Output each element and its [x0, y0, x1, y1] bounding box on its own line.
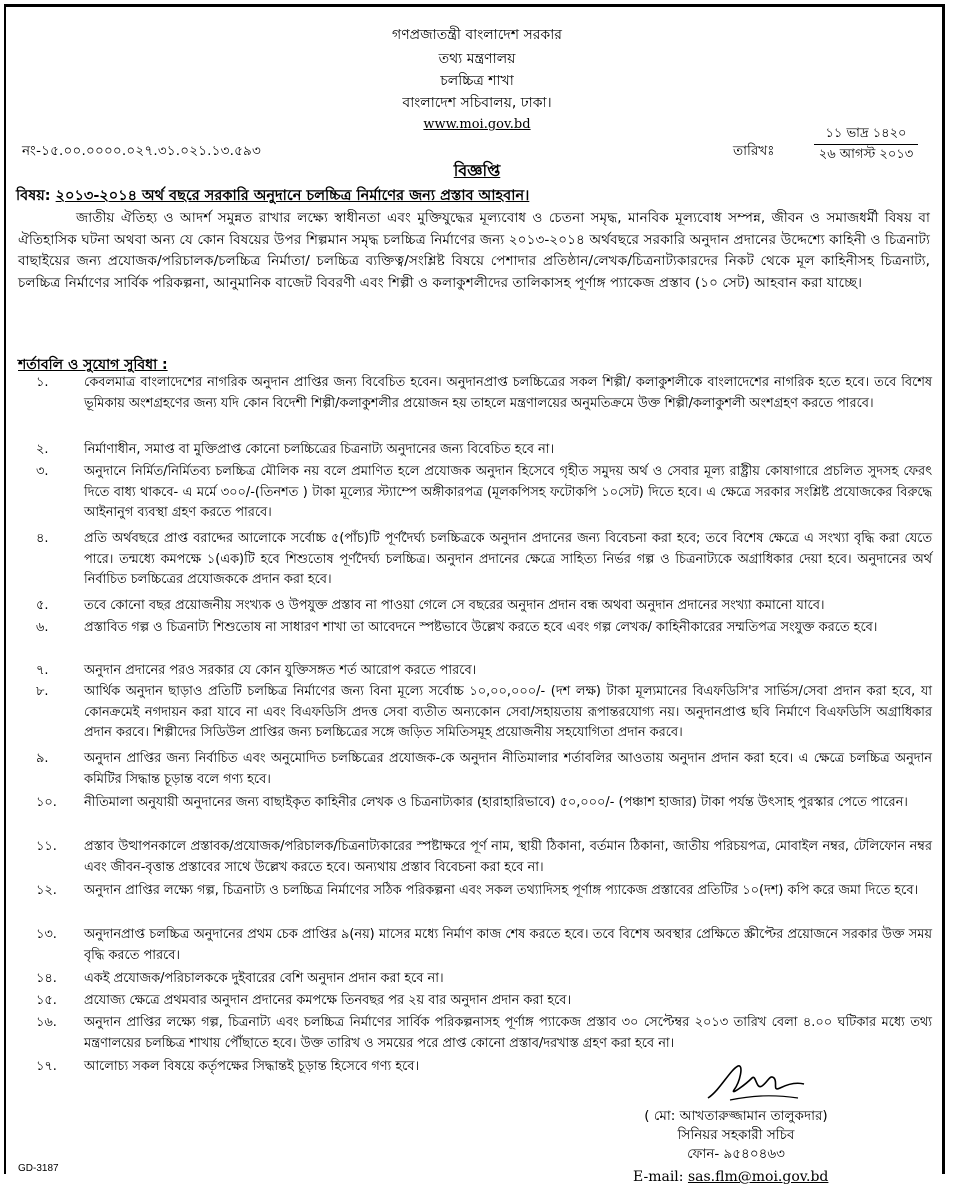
term-number: ১২. [36, 883, 57, 898]
term-text: প্রতি অর্থবছরে প্রাপ্ত বরাদ্দের আলোকে সর্বোচ্চ ৫(পাঁচ)টি পূর্ণদৈর্ঘ্য চলচ্চিত্রকে অনুদান প্রদানের জন্য বিবেচনা করা হবে; তবে বিশেষ ক্ষেত্রে এ সংখ্যা বৃদ্ধি করা যেতে পারে। তন্মধ্যে কমপক্ষে ১(এক)টি হবে শিশুতোষ পূর্ণদৈর্ঘ্য চলচ্চিত্র। অনুদান প্রদানের ক্ষেত্রে সাহিত্য নির্ভর গল্প ও চিত্রনাট্যকে অগ্রাধিকার দেয়া হবে। অনুদানের অর্থ নির্বাচিত চলচ্চিত্রের প্রযোজককে প্রদান করা হবে। [84, 531, 932, 587]
header-section: চলচ্চিত্র শাখা [440, 73, 514, 89]
signatory-name: ( মো: আখতারুজ্জামান তালুকদার) [644, 1108, 828, 1124]
term-text: একই প্রযোজক/পরিচালককে দুইবারের বেশি অনুদান প্রদান করা হবে না। [84, 971, 444, 986]
header-website-row [0, 115, 954, 134]
terms-heading: শর্তাবলি ও সুযোগ সুবিধা : [18, 357, 168, 373]
term-text: নীতিমালা অনুযায়ী অনুদানের জন্য বাছাইকৃত কাহিনীর লেখক ও চিত্রনাট্যকার (হারাহারিভাবে) ৫০,০০০/- (পঞ্চাশ হাজার) টাকা পর্যন্ত উৎসাহ পুরস্কার পেতে পারেন। [84, 795, 908, 810]
date-divider [814, 144, 918, 145]
term-number: ৫. [36, 598, 49, 613]
term-text: অনুদান প্রাপ্তির জন্য নির্বাচিত এবং অনুমোদিত চলচ্চিত্রের প্রযোজক-কে অনুদান নীতিমালার শর্তাবলির আওতায় অনুদান প্রদান করা হবে। এ ক্ষেত্রে চলচ্চিত্র অনুদান কমিটির সিদ্ধান্ত চূড়ান্ত বলে গণ্য হবে। [84, 751, 932, 787]
term-number: ১৭. [36, 1059, 57, 1074]
term-number: ৯. [36, 751, 49, 766]
signature-scribble [700, 1060, 810, 1108]
term-text: কেবলমাত্র বাংলাদেশের নাগরিক অনুদান প্রাপ্তির জন্য বিবেচিত হবেন। অনুদানপ্রাপ্ত চলচ্চিত্রের সকল শিল্পী/ কলাকুশলীকে বাংলাদেশের নাগরিক হতে হবে। তবে বিশেষ ভূমিকায় অংশগ্রহণের জন্য যদি কোন বিদেশী শিল্পী/কলাকুশলীর প্রয়োজন হয় তাহলে মন্ত্রণালয়ের অনুমতিক্রমে উক্ত শিল্পী/কলাকুশলী অংশগ্রহণ করতে পারবে। [84, 375, 932, 411]
term-number: ১৪. [36, 971, 57, 986]
website-link[interactable]: www.moi.gov.bd [423, 117, 531, 132]
subject-text: ২০১৩-২০১৪ অর্থ বছরে সরকারি অনুদানে চলচ্চিত্র নির্মাণের জন্য প্রস্তাব আহবান। [55, 188, 530, 204]
term-text: প্রযোজ্য ক্ষেত্রে প্রথমবার অনুদান প্রদানের কমপক্ষে তিনবছর পর ২য় বার অনুদান প্রদান করা হবে। [84, 993, 572, 1008]
term-number: ৩. [36, 464, 49, 479]
term-number: ১০. [36, 795, 57, 810]
term-text: অনুদানপ্রাপ্ত চলচ্চিত্র অনুদানের প্রথম চেক প্রাপ্তির ৯(নয়) মাসের মধ্যে নির্মাণ কাজ শেষ করতে হবে। তবে বিশেষ অবস্থার প্রেক্ষিতে স্ক্রীপ্টের প্রয়োজনে সরকার উক্ত সময় বৃদ্ধি করতে পারবে। [84, 927, 932, 963]
subject-line [16, 185, 529, 209]
header-address: বাংলাদেশ সচিবালয়, ঢাকা। [402, 95, 552, 111]
header-government: গণপ্রজাতন্ত্রী বাংলাদেশ সরকার [392, 27, 562, 43]
term-text: আলোচ্য সকল বিষয়ে কর্তৃপক্ষের সিদ্ধান্তই চূড়ান্ত হিসেবে গণ্য হবে। [84, 1059, 420, 1074]
notice-title: বিজ্ঞপ্তি [453, 161, 501, 180]
footer-code: GD-3187 [18, 1163, 59, 1174]
term-number: ৮. [36, 684, 49, 699]
date-label: তারিখঃ [733, 143, 775, 159]
intro-paragraph: জাতীয় ঐতিহ্য ও আদর্শ সমুন্নত রাখার লক্ষ্যে স্বাধীনতা এবং মুক্তিযুদ্ধের মূল্যবোধ ও চেতনা সমৃদ্ধ, মানবিক মূল্যবোধ সম্পন্ন, জীবন ও সমাজধর্মী বিষয় বা ঐতিহাসিক ঘটনা অথবা অন্য যে কোন বিষয়ের উপর শিল্পমান সমৃদ্ধ চলচ্চিত্র নির্মাণের জন্য ২০১৩-২০১৪ অর্থবছরে সরকারি অনুদান প্রদানের উদ্দেশ্যে কাহিনী ও চিত্রনাট্য বাছাইয়ের জন্য প্রযোজক/পরিচালক/চলচ্চিত্র নির্মাতা/ চলচ্চিত্র ব্যক্তিত্ব/সংশ্লিষ্ট বিষয়ে পেশাদার প্রতিষ্ঠান/লেখক/চিত্রনাট্যকারদের নিকট থেকে মূল কাহিনীসহ চিত্রনাট্য, চলচ্চিত্র নির্মাণের সার্বিক পরিকল্পনা, আনুমানিক বাজেট বিবরণী এবং শিল্পী ও কলাকুশলীদের তালিকাসহ পূর্ণাঙ্গ প্যাকেজ প্রস্তাব (১০ সেট) আহবান করা যাচ্ছে। [18, 210, 930, 291]
term-number: ৭. [36, 663, 49, 678]
term-text: অনুদানে নির্মিত/নির্মিতব্য চলচ্চিত্র মৌলিক নয় বলে প্রমাণিত হলে প্রযোজক অনুদান হিসেবে গৃহীত সমুদয় অর্থ ও সেবার মূল্য রাষ্ট্রীয় কোষাগারে প্রচলিত সুদসহ ফেরৎ দিতে বাধ্য থাকবে- এ মর্মে ৩০০/-(তিনশত ) টাকা মূল্যের স্ট্যাম্পে অঙ্গীকারপত্র (মূলকপিসহ ফটোকপি ১০সেট) দিতে হবে। এ ক্ষেত্রে সরকার সংশ্লিষ্ট প্রযোজকের বিরুদ্ধে আইনানুগ ব্যবস্থা গ্রহণ করতে পারবে। [84, 464, 932, 520]
signatory-phone: ফোন- ৯৫৪০৪৬৩ [687, 1146, 785, 1162]
top-border [6, 4, 942, 7]
term-number: ১. [36, 375, 49, 390]
term-text: প্রস্তাবিত গল্প ও চিত্রনাট্য শিশুতোষ না সাধারণ শাখা তা আবেদনে স্পষ্টভাবে উল্লেখ করতে হবে এবং গল্প লেখক/ কাহিনীকারের সম্মতিপত্র সংযুক্ত করতে হবে। [84, 620, 878, 635]
term-text: তবে কোনো বছর প্রয়োজনীয় সংখ্যক ও উপযুক্ত প্রস্তাব না পাওয়া গেলে সে বছরের অনুদান প্রদান বন্ধ অথবা অনুদান প্রদানের সংখ্যা কমানো যাবে। [84, 598, 825, 613]
term-text: অনুদান প্রাপ্তির লক্ষ্যে গল্প, চিত্রনাট্য এবং চলচ্চিত্র নির্মাণের সার্বিক পরিকল্পনাসহ পূর্ণাঙ্গ প্যাকেজ প্রস্তাব ৩০ সেপ্টেম্বর ২০১৩ তারিখ বেলা ৪.০০ ঘটিকার মধ্যে তথ্য মন্ত্রণালয়ের চলচ্চিত্র শাখায় পৌঁছাতে হবে। উক্ত তারিখ ও সময়ের পরে প্রাপ্ত কোনো প্রস্তাব/দরখাস্ত গ্রহণ করা হবে না। [84, 1015, 932, 1051]
memo-number: নং-১৫.০০.০০০০.০২৭.৩১.০২১.১৩.৫৯৩ [22, 143, 261, 159]
term-text: অনুদান প্রদানের পরও সরকার যে কোন যুক্তিসঙ্গত শর্ত আরোপ করতে পারবে। [84, 663, 477, 678]
term-text: অনুদান প্রাপ্তির লক্ষ্যে গল্প, চিত্রনাট্য ও চলচ্চিত্র নির্মাণের সঠিক পরিকল্পনা এবং সকল তথ্যাদিসহ পূর্ণাঙ্গ প্যাকেজ প্রস্তাবের প্রতিটির ১০(দশ) কপি করে জমা দিতে হবে। [84, 883, 919, 898]
email-row [633, 1169, 828, 1185]
term-number: ১৫. [36, 993, 57, 1008]
term-number: ৬. [36, 620, 49, 635]
email-link[interactable]: sas.flm@moi.gov.bd [687, 1169, 829, 1185]
term-number: ৪. [36, 531, 49, 546]
header-ministry: তথ্য মন্ত্রণালয় [438, 51, 516, 67]
date-bangla: ১১ ভাদ্র ১৪২০ [825, 126, 907, 141]
term-text: নির্মাণাধীন, সমাপ্ত বা মুক্তিপ্রাপ্ত কোনো চলচ্চিত্রের চিত্রনাট্য অনুদানের জন্য বিবেচিত হবে না। [84, 442, 555, 457]
term-number: ১৩. [36, 927, 57, 942]
term-number: ১৬. [36, 1015, 57, 1030]
term-text: প্রস্তাব উত্থাপনকালে প্রস্তাবক/প্রযোজক/পরিচালক/চিত্রনাট্যকারের স্পষ্টাক্ষরে পূর্ণ নাম, স্থায়ী ঠিকানা, বর্তমান ঠিকানা, জাতীয় পরিচয়পত্র, মোবাইল নম্বর, টেলিফোন নম্বর এবং জীবন-বৃত্তান্ত প্রস্তাবের সাথে উল্লেখ করতে হবে। অন্যথায় প্রস্তাব বিবেচনা করা হবে না। [84, 839, 932, 875]
term-number: ২. [36, 442, 49, 457]
subject-label: বিষয়: [16, 188, 51, 204]
signatory-block [600, 1107, 872, 1164]
date-english: ২৬ আগস্ট ২০১৩ [818, 147, 914, 162]
email-label: E-mail: [633, 1169, 684, 1185]
signatory-designation: সিনিয়র সহকারী সচিব [677, 1127, 795, 1143]
term-text: আর্থিক অনুদান ছাড়াও প্রতিটি চলচ্চিত্র নির্মাণের জন্য বিনা মূল্যে সর্বোচ্চ ১০,০০,০০০/- (দশ লক্ষ) টাকা মূল্যমানের বিএফডিসি'র সার্ভিস/সেবা প্রদান করা হবে, যা কোনক্রমেই নগদায়ন করা যাবে না এবং বিএফডিসি প্রদত্ত সেবা ব্যতীত অন্যকোন সেবা/সহায়তায় রূপান্তরযোগ্য নয়। অনুদানপ্রাপ্ত ছবি নির্মাণে বিএফডিসি অগ্রাধিকার প্রদান করবে। শিল্পীদের সিডিউল প্রাপ্তির জন্য চলচ্চিত্রের সঙ্গে জড়িত সমিতিসমূহ প্রয়োজনীয় সহযোগিতা প্রদান করবে। [84, 684, 932, 740]
term-number: ১১. [36, 839, 57, 854]
